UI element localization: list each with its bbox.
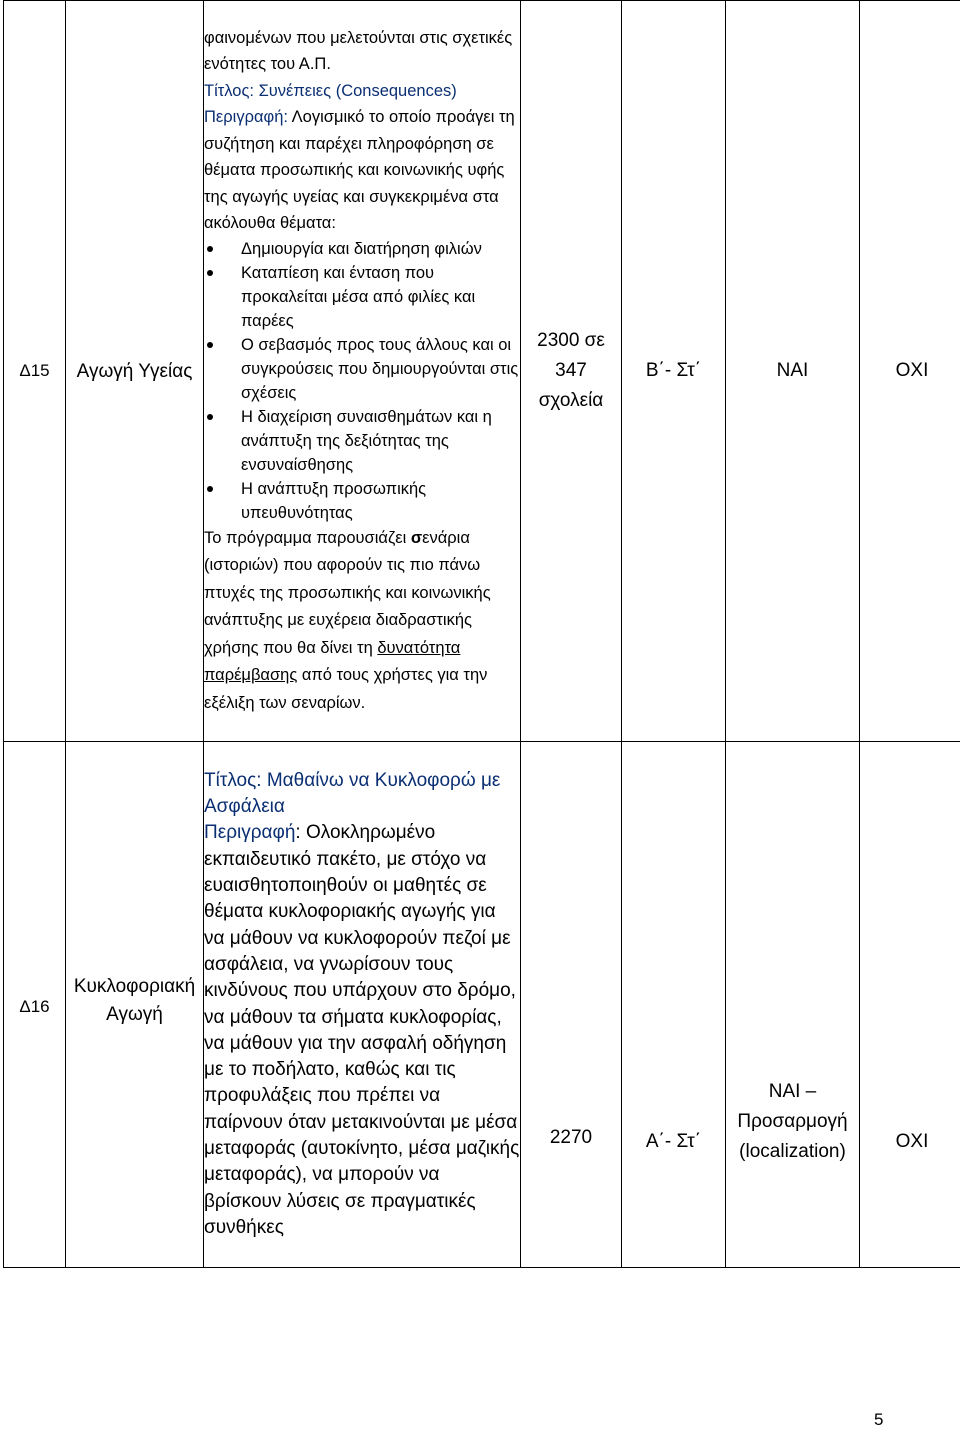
row-count: 2270 bbox=[521, 742, 622, 1268]
subject-line: Αγωγή bbox=[66, 1001, 203, 1029]
row-description bbox=[204, 742, 521, 1268]
title-text: Μαθαίνω να Κυκλοφορώ με Ασφάλεια bbox=[204, 770, 500, 817]
row-code bbox=[4, 742, 66, 1268]
row-classes: Β΄- Στ΄ bbox=[622, 1, 726, 742]
description-text: : Ολοκληρωμένο εκπαιδευτικό πακέτο, με στόχο να ευαισθητοποιηθούν οι μαθητές σε θέματα κυκλοφοριακής αγωγής για να μάθουν να κυκλοφορούν πεζοί με ασφάλεια, να γνωρίσουν τους κινδύνους που υπάρχουν στο δρόμο, να μάθουν τα σήματα κυκλοφορίας, να μάθουν για την ασφαλή οδήγηση με το ποδήλατο, καθώς και τις προφυλάξεις που πρέπει να παίρνουν όταν μετακινούνται με μέσα μεταφοράς (αυτοκίνητο, μέσα μαζικής μεταφοράς), να μπορούν να βρίσκουν λύσεις σε πραγματικές συνθήκες bbox=[204, 822, 519, 1237]
row-subject: Αγωγή Υγείας bbox=[66, 1, 204, 742]
count-line: σχολεία bbox=[521, 386, 621, 416]
bullet-icon bbox=[207, 486, 213, 492]
count-line: 2300 σε bbox=[521, 326, 621, 356]
count-line: 347 bbox=[521, 356, 621, 386]
closing-text: από τους χρήστες για την εξέλιξη των σεναρίων. bbox=[204, 666, 487, 712]
yesno-line: Προσαρμογή bbox=[726, 1107, 859, 1137]
closing-paragraph bbox=[204, 525, 520, 718]
list-item-text: Η διαχείριση συναισθημάτων και η ανάπτυξη της δεξιότητας της ενσυναίσθησης bbox=[241, 408, 492, 474]
row-yesno bbox=[726, 742, 860, 1268]
list-item-text: Η ανάπτυξη προσωπικής υπευθυνότητας bbox=[241, 480, 426, 522]
row-subject bbox=[66, 742, 204, 1268]
title-label: Τίτλος: bbox=[204, 82, 254, 100]
row-classes: Α΄- Στ΄ bbox=[622, 742, 726, 1268]
bullet-icon bbox=[207, 414, 213, 420]
intro-text: φαινομένων που μελετούνται στις σχετικές ενότητες του Α.Π. bbox=[204, 25, 520, 78]
row-code-text: Δ16 bbox=[4, 997, 65, 1017]
row-count bbox=[521, 1, 622, 742]
title-label: Τίτλος: bbox=[204, 770, 262, 791]
yesno-line: (localization) bbox=[726, 1137, 859, 1167]
row-code: Δ15 bbox=[4, 1, 66, 742]
list-item bbox=[204, 477, 520, 525]
row-description bbox=[204, 1, 521, 742]
list-item bbox=[204, 405, 520, 477]
closing-text: ενάρια (ιστοριών) που αφορούν τις πιο πάνω πτυχές της προσωπικής και κοινωνικής ανάπτυξης με ευχέρεια διαδραστικής χρήσης που θα δίνει τη bbox=[204, 529, 491, 657]
page-number: 5 bbox=[874, 1410, 883, 1430]
description-label: Περιγραφή bbox=[204, 822, 295, 843]
table-row bbox=[4, 742, 960, 1268]
description-paragraph bbox=[204, 820, 520, 1241]
subject-block bbox=[66, 973, 203, 1029]
list-item-text: Ο σεβασμός προς τους άλλους και οι συγκρούσεις που δημιουργούνται στις σχέσεις bbox=[241, 336, 518, 402]
list-item-text: Δημιουργία και διατήρηση φιλιών bbox=[241, 240, 482, 258]
description-block bbox=[204, 768, 520, 1241]
subject-line: Κυκλοφοριακή bbox=[66, 973, 203, 1001]
bullet-icon bbox=[207, 270, 213, 276]
title-line bbox=[204, 78, 520, 105]
closing-bold-text: σ bbox=[411, 529, 422, 547]
list-item-text: Καταπίεση και ένταση που προκαλείται μέσα από φιλίες και παρέες bbox=[241, 264, 475, 330]
description-paragraph bbox=[204, 104, 520, 237]
yesno-line: ΝΑΙ – bbox=[726, 1077, 859, 1107]
closing-text: Το πρόγραμμα παρουσιάζει bbox=[204, 529, 411, 547]
list-item bbox=[204, 237, 520, 261]
description-text: Λογισμικό το οποίο προάγει τη συζήτηση και παρέχει πληροφόρηση σε θέματα προσωπικής και κοινωνικής υφής της αγωγής υγείας και συγκεκριμένα στα ακόλουθα θέματα: bbox=[204, 108, 515, 232]
description-label: Περιγραφή: bbox=[204, 108, 288, 126]
title-line bbox=[204, 768, 520, 821]
closing-underlined-text: δυνατότητα παρέμβασης bbox=[204, 639, 460, 685]
list-item bbox=[204, 333, 520, 405]
list-item bbox=[204, 261, 520, 333]
bullet-icon bbox=[207, 342, 213, 348]
description-block bbox=[204, 25, 520, 718]
topic-list bbox=[204, 237, 520, 525]
software-table bbox=[3, 0, 960, 1268]
table-row bbox=[4, 1, 960, 742]
title-text: Συνέπειες (Consequences) bbox=[254, 82, 457, 100]
row-yesno: ΝΑΙ bbox=[726, 1, 860, 742]
row-other: ΟΧΙ bbox=[860, 742, 960, 1268]
row-other: ΟΧΙ bbox=[860, 1, 960, 742]
bullet-icon bbox=[207, 246, 213, 252]
